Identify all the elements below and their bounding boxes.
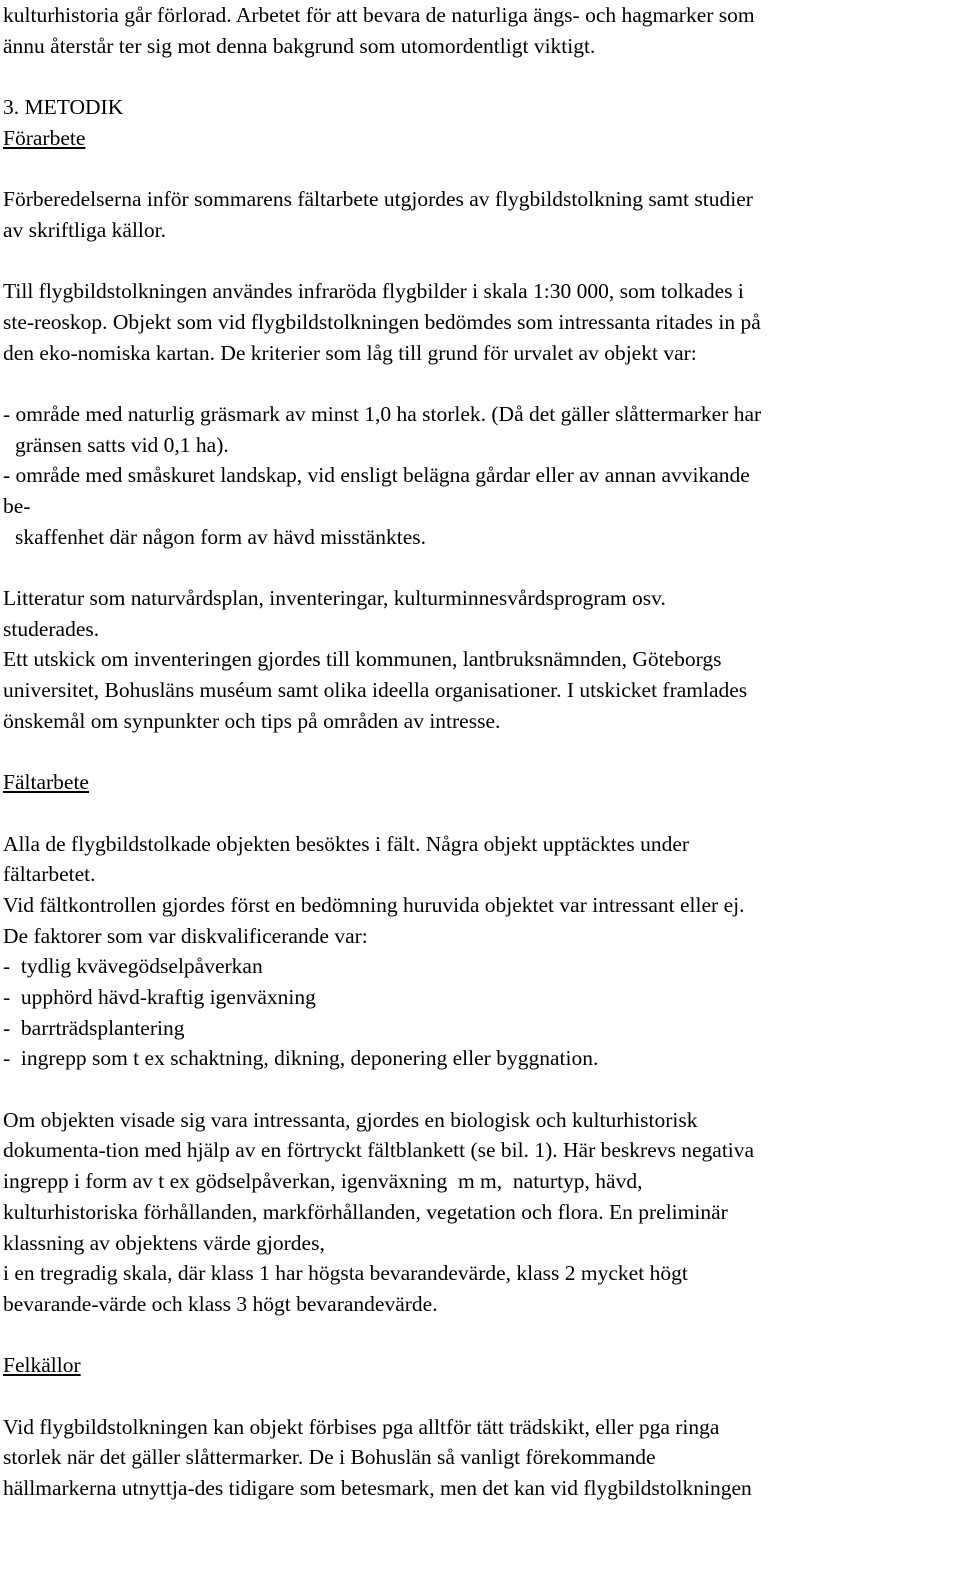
list-item: - område med småskuret landskap, vid ensligt belägna gårdar eller av annan avvikande [3, 463, 750, 488]
faltarbete-paragraph-2 [3, 1105, 957, 1320]
list-item: - barrträdsplantering [3, 1015, 185, 1040]
text-line: bevarande-värde och klass 3 högt bevarandevärde. [3, 1291, 438, 1316]
felkallor-paragraph-1 [3, 1412, 957, 1504]
text-line: Om objekten visade sig vara intressanta, gjordes en biologisk och kulturhistorisk [3, 1107, 698, 1132]
list-item: - område med naturlig gräsmark av minst 1,0 ha storlek. (Då det gäller slåttermarker har [3, 401, 762, 426]
text-line: Alla de flygbildstolkade objekten besöktes i fält. Några objekt upptäcktes under [3, 831, 690, 856]
forarbete-paragraph-3 [3, 583, 957, 736]
text-line: Vid flygbildstolkningen kan objekt förbises pga alltför tätt trädskikt, eller pga ringa [3, 1414, 720, 1439]
text-line: önskemål om synpunkter och tips på områden av intresse. [3, 708, 501, 733]
text-line: studerades. [3, 616, 100, 641]
subheading-forarbete: Förarbete [3, 125, 86, 150]
spacer [3, 798, 957, 829]
subheading-felkallor: Felkällor [3, 1353, 81, 1378]
list-item-continuation: be- [3, 494, 31, 518]
text-line: klassning av objektens värde gjordes, [3, 1230, 325, 1255]
list-item: - tydlig kvävegödselpåverkan [3, 954, 263, 979]
subheading-faltarbete: Fältarbete [3, 770, 89, 795]
forarbete-paragraph-1 [3, 184, 957, 245]
spacer [3, 61, 957, 92]
text-line: Förberedelserna inför sommarens fältarbete utgjordes av flygbildstolkning samt studier [3, 187, 753, 212]
forarbete-paragraph-2 [3, 276, 957, 368]
spacer [3, 1320, 957, 1351]
text-line: De faktorer som var diskvalificerande var: [3, 923, 368, 948]
factors-list [3, 951, 957, 1074]
text-line: Litteratur som naturvårdsplan, inventeringar, kulturminnesvårdsprogram osv. [3, 586, 666, 611]
text-line: hällmarkerna utnyttja-des tidigare som betesmark, men det kan vid flygbildstolkningen [3, 1476, 752, 1500]
spacer [3, 1381, 957, 1412]
list-item: - ingrepp som t ex schaktning, dikning, deponering eller byggnation. [3, 1046, 599, 1071]
text-line: av skriftliga källor. [3, 217, 167, 242]
spacer [3, 246, 957, 277]
text-line: Ett utskick om inventeringen gjordes till kommunen, lantbruksnämnden, Göteborgs [3, 647, 722, 672]
text-line: dokumenta-tion med hjälp av en förtryckt fältblankett (se bil. 1). Här beskrevs negativa [3, 1138, 755, 1163]
text-line: Till flygbildstolkningen användes infraröda flygbilder i skala 1:30 000, som tolkades i [3, 279, 744, 304]
spacer [3, 552, 957, 583]
spacer [3, 368, 957, 399]
criteria-list [3, 399, 957, 552]
text-line: i en tregradig skala, där klass 1 har högsta bevarandevärde, klass 2 mycket högt [3, 1261, 688, 1286]
text-line: ännu återstår ter sig mot denna bakgrund som utomordentligt viktigt. [3, 33, 596, 58]
spacer [3, 153, 957, 184]
intro-paragraph [3, 0, 957, 61]
spacer [3, 737, 957, 768]
text-line: ingrepp i form av t ex gödselpåverkan, igenväxning m m, naturtyp, hävd, [3, 1169, 643, 1194]
text-line: storlek när det gäller slåttermarker. De i Bohuslän så vanligt förekommande [3, 1445, 656, 1470]
text-line: kulturhistoria går förlorad. Arbetet för att bevara de naturliga ängs- och hagmarker som [3, 3, 755, 27]
text-line: Vid fältkontrollen gjordes först en bedömning huruvida objektet var intressant eller ej. [3, 892, 745, 917]
list-item-continuation: gränsen satts vid 0,1 ha). [15, 432, 229, 457]
document-page [3, 0, 957, 1504]
text-line: den eko-nomiska kartan. De kriterier som låg till grund för urvalet av objekt var: [3, 340, 697, 365]
text-line: fältarbetet. [3, 862, 96, 887]
spacer [3, 1074, 957, 1105]
list-item-continuation: skaffenhet där någon form av hävd misstänktes. [15, 524, 426, 549]
section-title: 3. METODIK [3, 95, 124, 120]
faltarbete-paragraph-1 [3, 829, 957, 952]
list-item: - upphörd hävd-kraftig igenväxning [3, 985, 316, 1009]
text-line: ste-reoskop. Objekt som vid flygbildstolkningen bedömdes som intressanta ritades in på [3, 309, 761, 334]
text-line: kulturhistoriska förhållanden, markförhållanden, vegetation och flora. En preliminär [3, 1199, 728, 1224]
text-line: universitet, Bohusläns muséum samt olika ideella organisationer. I utskicket framlades [3, 678, 748, 703]
